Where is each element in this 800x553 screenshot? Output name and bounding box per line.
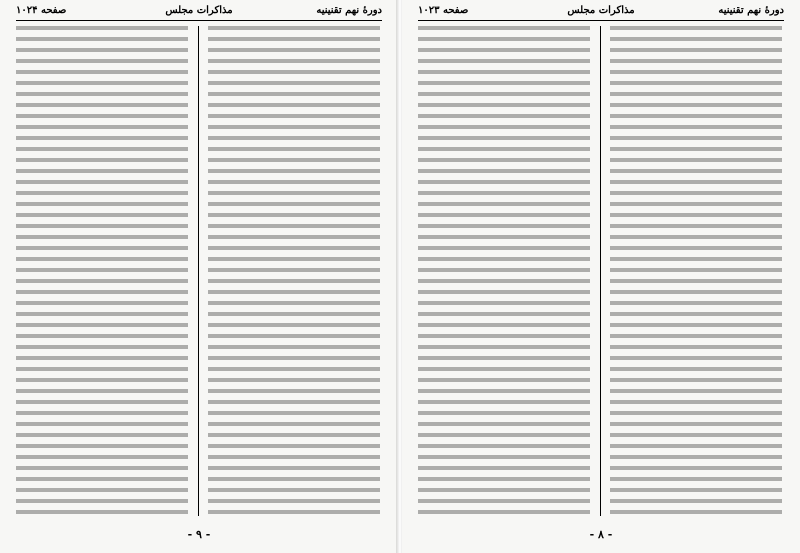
column-divider [600,26,601,516]
right-page-number: صفحه ۱۰۲۳ [418,5,469,16]
unreadable-text-placeholder [418,26,590,516]
unreadable-text-placeholder [208,26,380,516]
left-page-column-left [16,26,188,516]
right-publication-title: مذاکرات مجلس [567,5,635,16]
right-page [402,0,800,553]
left-running-head [16,4,382,21]
left-session-label: دورهٔ نهم تقنینیه [316,5,382,16]
right-session-label: دورهٔ نهم تقنینیه [718,5,784,16]
column-divider [198,26,199,516]
left-folio: - ۹ - [187,528,211,541]
left-page-column-right [208,26,380,516]
unreadable-text-placeholder [610,26,782,516]
right-running-head [418,4,784,21]
unreadable-text-placeholder [16,26,188,516]
left-page [0,0,398,553]
left-publication-title: مذاکرات مجلس [165,5,233,16]
left-page-number: صفحه ۱۰۲۴ [16,5,67,16]
right-page-column-left [418,26,590,516]
right-page-column-right [610,26,782,516]
right-folio: - ۸ - [589,528,613,541]
